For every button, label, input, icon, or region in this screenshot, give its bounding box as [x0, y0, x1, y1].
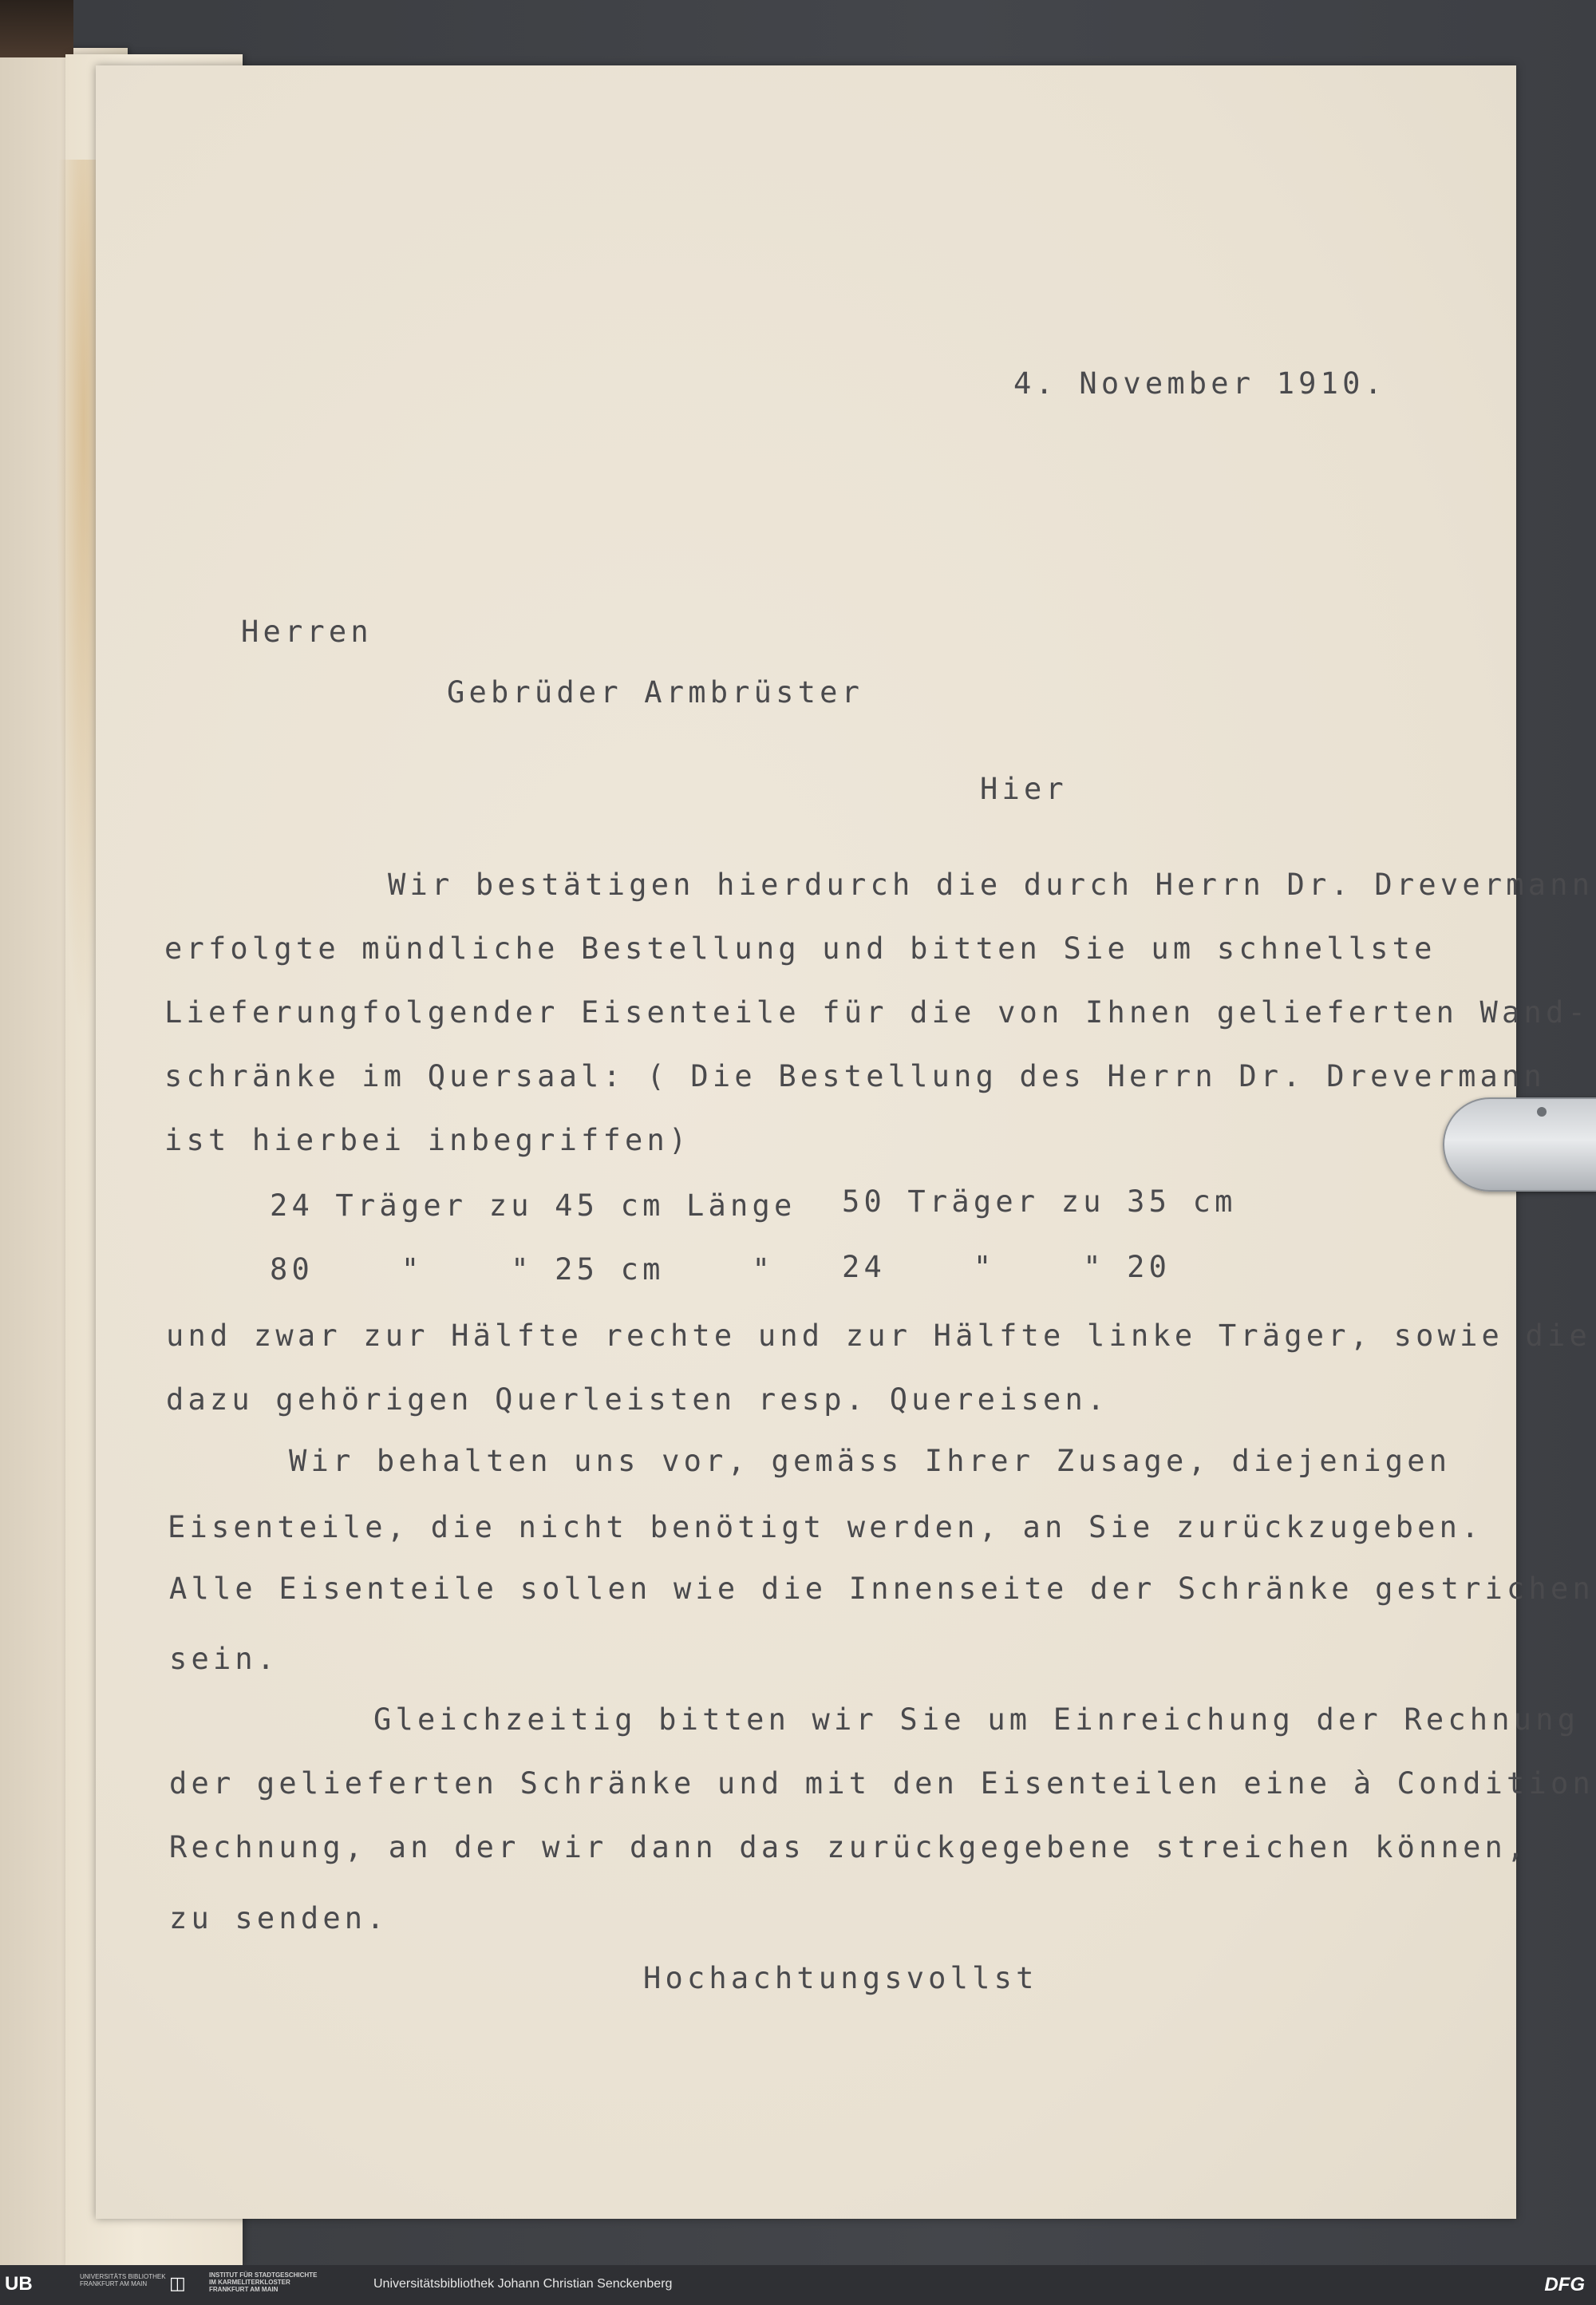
- body-line: schränke im Quersaal: ( Die Bestellung des Herrn Dr. Drevermann: [164, 1059, 1546, 1093]
- closing: Hochachtungsvollst: [643, 1961, 1038, 1995]
- body-line: der gelieferten Schränke und mit den Eisenteilen eine à Condition: [169, 1766, 1594, 1801]
- isg-logo-text: INSTITUT FÜR STADTGESCHICHTE IM KARMELITERKLOSTER FRANKFURT AM MAIN: [209, 2271, 318, 2293]
- repository-footer: [0, 2265, 1596, 2305]
- letter-date: 4. November 1910.: [1013, 366, 1387, 401]
- ub-logo-text: UNIVERSITÄTS BIBLIOTHEK FRANKFURT AM MAIN: [80, 2273, 166, 2287]
- body-line: und zwar zur Hälfte rechte und zur Hälfte linke Träger, sowie die: [166, 1319, 1591, 1353]
- body-line: Rechnung, an der wir dann das zurückgegebene streichen können,: [169, 1830, 1529, 1864]
- body-line: ist hierbei inbegriffen): [164, 1123, 691, 1157]
- order-item-left: 24 Träger zu 45 cm Länge: [270, 1188, 796, 1223]
- body-line: sein.: [169, 1642, 279, 1676]
- order-item-right: 50 Träger zu 35 cm: [842, 1184, 1237, 1219]
- library-credit: Universitätsbibliothek Johann Christian Senckenberg: [373, 2277, 673, 2291]
- isg-logo-icon: ◫: [169, 2273, 186, 2293]
- binding-edge: [0, 0, 73, 57]
- dfg-logo: DFG: [1544, 2274, 1585, 2295]
- body-line: Lieferungfolgender Eisenteile für die von Ihnen gelieferten Wand-: [164, 995, 1590, 1030]
- recipient-place: Hier: [980, 772, 1068, 806]
- body-line: Wir bestätigen hierdurch die durch Herrn Dr. Drevermann: [388, 868, 1594, 902]
- clip-rivet: [1537, 1107, 1547, 1117]
- body-line: Wir behalten uns vor, gemäss Ihrer Zusage, diejenigen: [289, 1444, 1452, 1478]
- ub-logo: UB: [5, 2273, 33, 2295]
- body-line: Alle Eisenteile sollen wie die Innenseite der Schränke gestrichen: [169, 1572, 1594, 1606]
- body-line: zu senden.: [169, 1901, 389, 1935]
- body-line: erfolgte mündliche Bestellung und bitten Sie um schnellste: [164, 931, 1436, 966]
- salutation: Herren: [241, 615, 373, 649]
- order-item-left: 80 " " 25 cm ": [270, 1252, 774, 1287]
- body-line: Gleichzeitig bitten wir Sie um Einreichung der Rechnung: [373, 1702, 1580, 1737]
- recipient-name: Gebrüder Armbrüster: [447, 675, 864, 710]
- body-line: dazu gehörigen Querleisten resp. Quereisen.: [166, 1382, 1109, 1417]
- paper-clip: [1443, 1097, 1596, 1192]
- order-item-right: 24 " " 20: [842, 1250, 1171, 1284]
- body-line: Eisenteile, die nicht benötigt werden, an Sie zurückzugeben.: [168, 1510, 1483, 1544]
